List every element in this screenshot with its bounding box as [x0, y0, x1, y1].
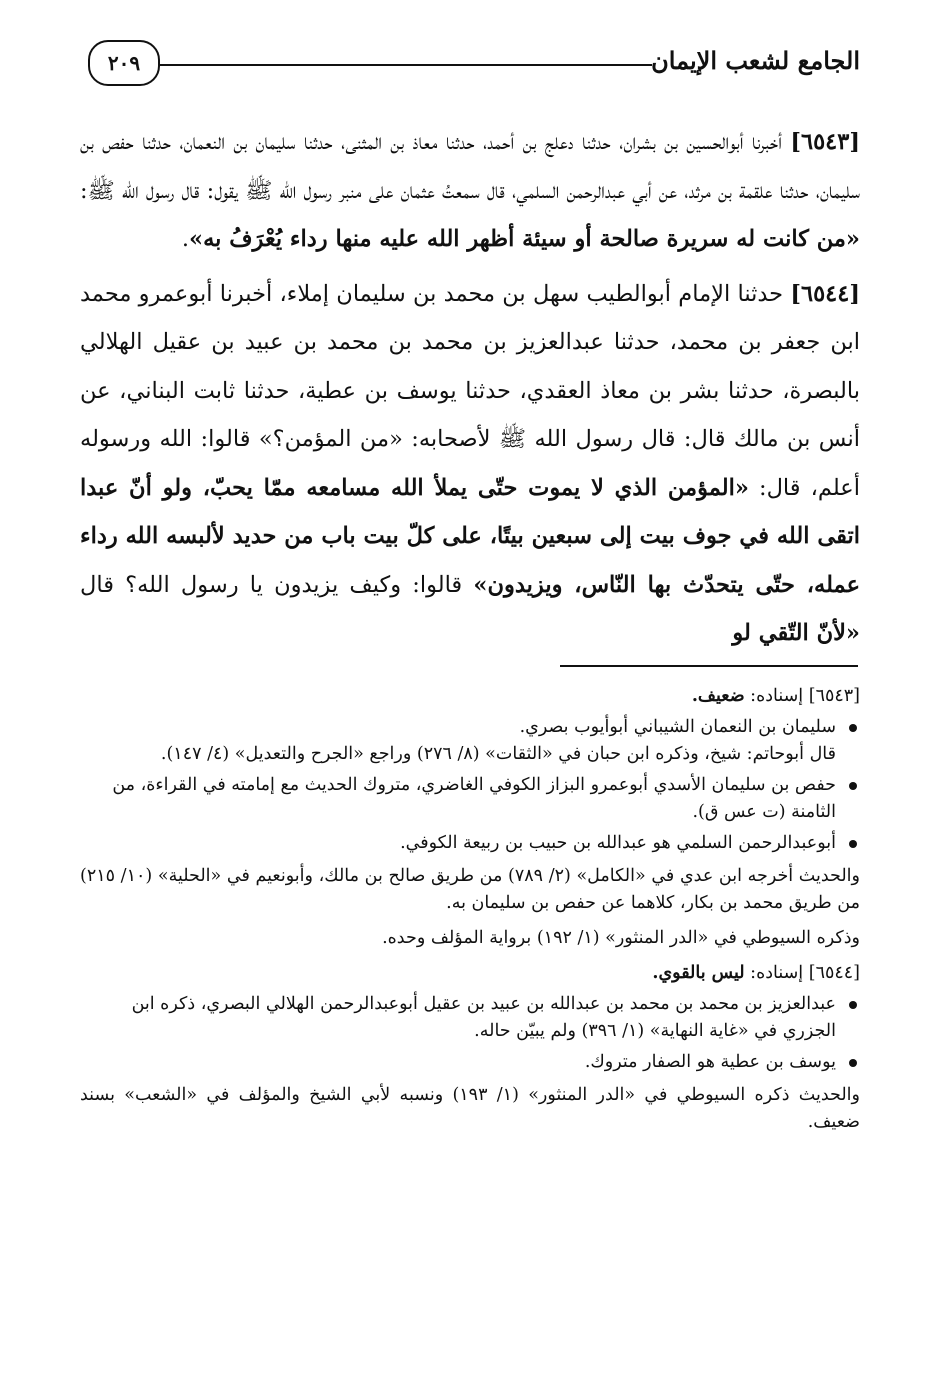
header-rule	[160, 64, 652, 66]
footnote-grade: ليس بالقوي.	[652, 963, 745, 983]
footnote-grade: ضعيف.	[691, 686, 745, 706]
hadith-isnad: حدثنا الإمام أبوالطيب سهل بن محمد بن سليمان إملاء، أخبرنا أبوعمرو محمد ابن جعفر بن محمد، حدثنا عبدالعزيز بن محمد بن محمد بن عبيد بن عقيل الهلالي بالبصرة، حدثنا بشر بن معاذ العقدي، حدثنا يوسف بن عطية، حدثنا ثابت البناني، عن أنس بن مالك قال: قال رسول الله ﷺ لأصحابه: «من المؤمن؟» قالوا: الله ورسوله أعلم، قال:	[80, 280, 860, 501]
footnote-bullets-6543	[80, 714, 860, 857]
hadith-6543	[80, 118, 860, 264]
footnotes	[80, 683, 860, 1144]
footnote-takhrij: والحديث أخرجه ابن عدي في «الكامل» (٢/ ٧٨٩) من طريق صالح بن مالك، وأبونعيم في «الحلية» (١٠/ ٢١٥) من طريق محمد بن بكار، كلاهما عن حفص بن سليمان به.	[80, 866, 860, 913]
book-title: الجامع لشعب الإيمان	[651, 46, 860, 75]
footnote-bullet	[80, 714, 860, 768]
bullet-icon	[849, 724, 857, 732]
footnote-bullet-text: عبدالعزيز بن محمد بن محمد بن عبدالله بن عبيد بن عقيل أبوعبدالرحمن الهلالي البصري، ذكره ابن الجزري في «غاية النهاية» (١/ ٣٩٦) ولم يبيّن حاله.	[131, 994, 836, 1041]
footnote-heading-6543	[80, 683, 860, 710]
footnote-heading-6544	[80, 960, 860, 987]
footnote-bullet	[80, 991, 860, 1045]
footnote-bullet-text: أبوعبدالرحمن السلمي هو عبدالله بن حبيب بن ربيعة الكوفي.	[400, 833, 836, 853]
bullet-icon	[849, 840, 857, 848]
hadith-matn: «من كانت له سريرة صالحة أو سيئة أظهر الله عليه منها رداء يُعْرَفُ به»	[189, 226, 860, 252]
running-header	[88, 40, 860, 104]
footnote-bullet-text: حفص بن سليمان الأسدي أبوعمرو البزاز الكوفي الغاضري، متروك الحديث مع إمامته في القراءة، من الثامنة (ت عس ق).	[112, 775, 836, 822]
main-text	[80, 118, 860, 664]
hadith-matn-continued: «لأنّ التّقي لو	[732, 620, 860, 646]
hadith-number: [٦٥٤٤]	[790, 280, 860, 307]
bullet-icon	[849, 1001, 857, 1009]
hadith-continuation: قالوا: وكيف يزيدون يا رسول الله؟ قال	[80, 571, 474, 598]
hadith-end: .	[181, 226, 190, 252]
hadith-6544	[80, 270, 860, 658]
footnote-bullets-6544	[80, 991, 860, 1076]
hadith-isnad: أخبرنا أبوالحسين بن بشران، حدثنا دعلج بن أحمد، حدثنا معاذ بن المثنى، حدثنا سليمان بن النعمان، حدثنا حفص بن سليمان، حدثنا علقمة بن مرثد، عن أبي عبدالرحمن السلمي، قال سمعتُ عثمان على منبر رسول الله ﷺ يقول: قال رسول الله ﷺ:	[80, 129, 860, 204]
footnote-bullet-text: يوسف بن عطية هو الصفار متروك.	[584, 1052, 836, 1072]
footnote-bullet	[80, 1049, 860, 1076]
footnote-bullet	[80, 772, 860, 826]
footnote-separator	[560, 665, 858, 667]
footnote-bullet-text: سليمان بن النعمان الشيباني أبوأيوب بصري.	[519, 717, 836, 737]
footnote-takhrij: وذكره السيوطي في «الدر المنثور» (١/ ١٩٢) برواية المؤلف وحده.	[382, 928, 860, 948]
footnote-label: [٦٥٤٤] إسناده:	[744, 963, 860, 983]
footnote-label: [٦٥٤٣] إسناده:	[744, 686, 860, 706]
hadith-matn: «المؤمن الذي لا يموت حتّى يملأ الله مسامعه ممّا يحبّ، ولو أنّ عبدا اتقى الله في جوف بيت إلى سبعين بيتًا، على كلّ بيت باب من حديد لألبسه الله رداء عمله، حتّى يتحدّث بها النّاس، ويزيدون»	[80, 474, 860, 598]
footnote-bullet-note: قال أبوحاتم: شيخ، وذكره ابن حبان في «الثقات» (٨/ ٢٧٦) وراجع «الجرح والتعديل» (٤/ ١٤٧).	[160, 744, 836, 764]
page-number: ٢٠٩	[88, 40, 160, 86]
bullet-icon	[849, 782, 857, 790]
bullet-icon	[849, 1059, 857, 1067]
footnote-takhrij: والحديث ذكره السيوطي في «الدر المنثور» (١/ ١٩٣) ونسبه لأبي الشيخ والمؤلف في «الشعب» بسند ضعيف.	[80, 1085, 860, 1132]
footnote-bullet	[80, 830, 860, 857]
hadith-number: [٦٥٤٣]	[790, 129, 860, 155]
